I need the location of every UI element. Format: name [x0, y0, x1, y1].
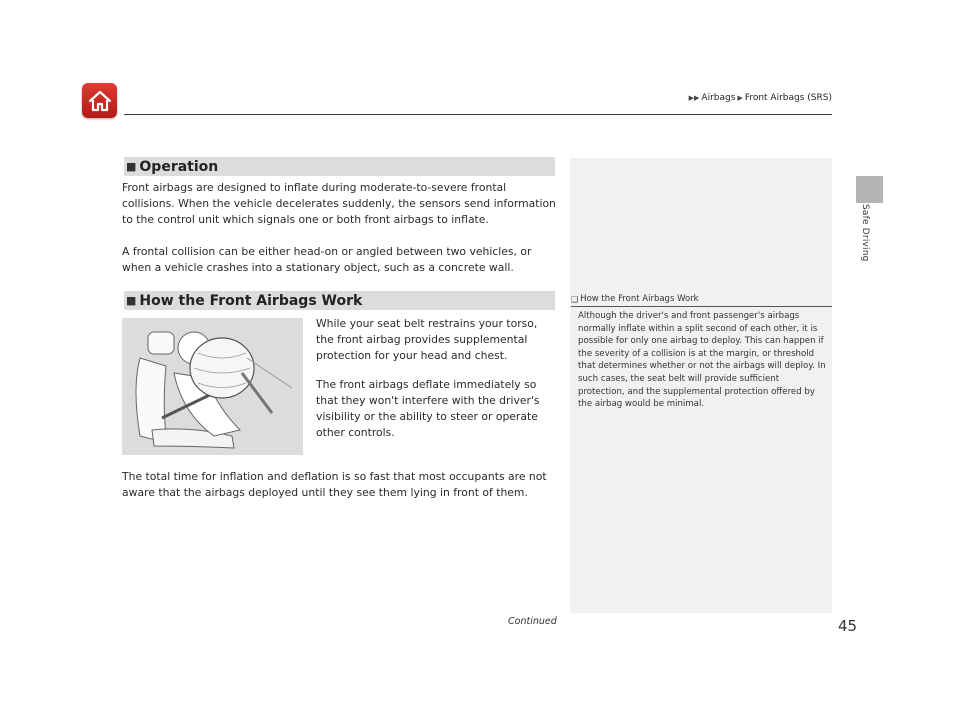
note-title[interactable]: [571, 294, 832, 307]
breadcrumb-item-airbags[interactable]: Airbags: [701, 93, 736, 103]
note-body: Although the driver's and front passenger's airbags normally inflate within a split second of each other, it is possible for only one airbag to deploy. This can happen if the severity of a collision is at the margin, or threshold that determines whether or not the airbags will deploy. In such cases, the seat belt will provide sufficient protection, and the supplemental protection offered by the airbag would be minimal.: [578, 311, 826, 410]
breadcrumb-item-front-airbags[interactable]: Front Airbags (SRS): [744, 93, 832, 103]
home-button[interactable]: [82, 83, 117, 118]
how-work-paragraph-2: The front airbags deflate immediately so that they won't interfere with the driver's visibility or the ability to steer or operate other controls.: [316, 378, 540, 439]
continued-label: Continued: [508, 616, 557, 627]
how-work-paragraph-1: While your seat belt restrains your torso, the front airbag provides supplemental protection for your head and chest.: [316, 317, 538, 362]
operation-paragraph-2: A frontal collision can be either head-on or angled between two vehicles, or when a vehicle crashes into a stationary object, such as a concrete wall.: [122, 245, 532, 274]
section-heading-how-work: [124, 291, 555, 310]
breadcrumb-arrow-icon: ▶▶: [688, 94, 700, 102]
page-number: 45: [838, 617, 858, 635]
note-title-text: How the Front Airbags Work: [580, 294, 699, 304]
section-heading-text: Operation: [139, 158, 219, 175]
operation-paragraph-1: Front airbags are designed to inflate during moderate-to-severe frontal collisions. When the vehicle decelerates suddenly, the sensors send information to the control unit which signals one or both front airbags to inflate.: [122, 181, 556, 226]
section-heading-text: How the Front Airbags Work: [139, 292, 363, 309]
chapter-tab-label: Safe Driving: [860, 204, 870, 262]
how-work-closing-paragraph: The total time for inflation and deflation is so fast that most occupants are not aware that the airbags deployed until they see them lying in front of them.: [122, 470, 547, 499]
square-bullet-icon: ■: [126, 160, 137, 173]
airbag-illustration: [122, 318, 303, 455]
chapter-tab[interactable]: [856, 176, 883, 203]
home-icon: [87, 89, 113, 113]
header-divider: [124, 114, 832, 115]
square-bullet-icon: ■: [126, 294, 137, 307]
section-heading-operation: [124, 157, 555, 176]
breadcrumb-arrow-icon: ▶: [737, 94, 743, 102]
reference-icon: ❑: [571, 294, 579, 304]
breadcrumb: [689, 93, 832, 103]
airbag-deployed-icon: [122, 318, 303, 455]
